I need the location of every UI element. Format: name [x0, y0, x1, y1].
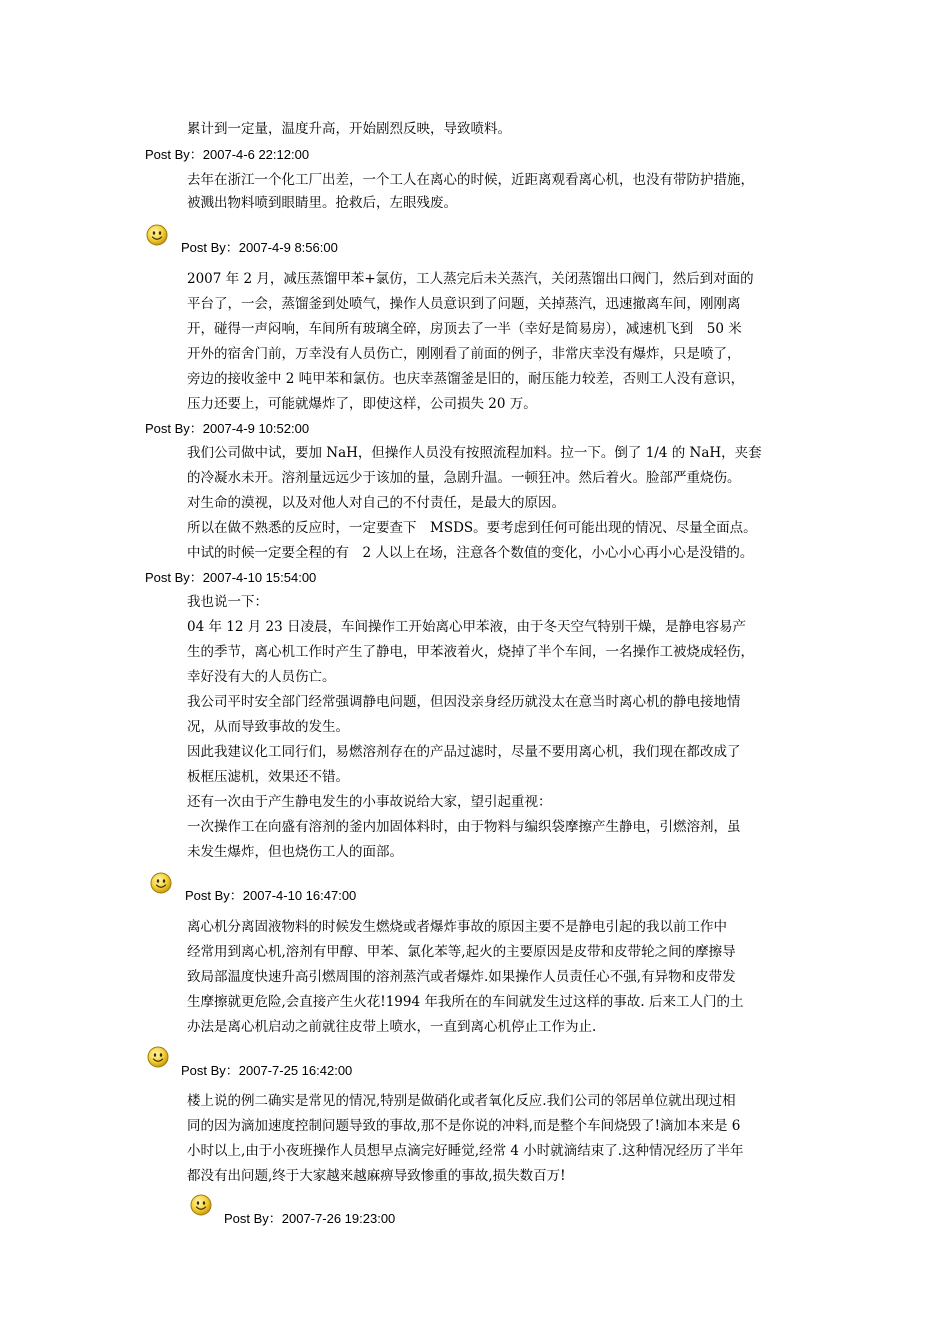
post-text-line: 我公司平时安全部门经常强调静电问题，但因没亲身经历就没太在意当时离心机的静电接地情 [187, 694, 741, 710]
post-header: Post By：2007-4-9 8:56:00 [181, 240, 338, 255]
post-text-line: 我们公司做中试，要加 NaH，但操作人员没有按照流程加料。拉一下。倒了 1/4 的 NaH，夹套 [187, 445, 762, 461]
post-text-line: 都没有出问题,终于大家越来越麻痹导致惨重的事故,损失数百万! [187, 1168, 566, 1184]
post-text-line: 幸好没有大的人员伤亡。 [187, 669, 336, 685]
post-text-line: 所以在做不熟悉的反应时，一定要查下 MSDS。要考虑到任何可能出现的情况、尽量全面点。 [187, 520, 757, 536]
post-text-line: 因此我建议化工同行们，易燃溶剂存在的产品过滤时，尽量不要用离心机，我们现在都改成了 [187, 744, 741, 760]
post-text-line: 楼上说的例二确实是常见的情况,特别是做硝化或者氧化反应.我们公司的邻居单位就出现过相 [187, 1093, 736, 1109]
post-text-line: 况，从而导致事故的发生。 [187, 719, 349, 735]
post-text-line: 办法是离心机启动之前就往皮带上喷水，一直到离心机停止工作为止. [187, 1019, 597, 1035]
post-text-line: 板框压滤机，效果还不错。 [187, 769, 349, 785]
post-text-line: 的冷凝水未开。溶剂量远远少于该加的量，急剧升温。一顿狂冲。然后着火。脸部严重烧伤。 [187, 470, 741, 486]
post-header: Post By：2007-4-10 15:54:00 [145, 570, 317, 585]
post-text-line: 我也说一下： [187, 594, 268, 610]
post-text-line: 去年在浙江一个化工厂出差，一个工人在离心的时候，近距离观看离心机，也没有带防护措施， [187, 172, 754, 188]
post-text-line: 2007 年 2 月，减压蒸馏甲苯+氯仿，工人蒸完后未关蒸汽，关闭蒸馏出口阀门，然后到对面的 [187, 271, 754, 287]
post-text-line: 还有一次由于产生静电发生的小事故说给大家，望引起重视： [187, 794, 552, 810]
post-text-line: 压力还要上，可能就爆炸了，即使这样，公司损失 20 万。 [187, 396, 537, 412]
post-text-line: 未发生爆炸，但也烧伤工人的面部。 [187, 844, 403, 860]
post-header: Post By：2007-4-10 16:47:00 [185, 888, 357, 903]
post-header: Post By：2007-7-25 16:42:00 [181, 1063, 353, 1078]
post-text-line: 对生命的漠视，以及对他人对自己的不付责任，是最大的原因。 [187, 495, 565, 511]
post-text-line: 04 年 12 月 23 日凌晨，车间操作工开始离心甲苯液，由于冬天空气特别干燥，是静电容易产 [187, 619, 746, 635]
smiley-icon [147, 1046, 169, 1068]
post-text-line: 平台了，一会，蒸馏釜到处喷气，操作人员意识到了问题，关掉蒸汽，迅速撤离车间，刚刚离 [187, 296, 741, 312]
post-text-line: 致局部温度快速升高引燃周围的溶剂蒸汽或者爆炸.如果操作人员责任心不强,有异物和皮带发 [187, 969, 736, 985]
smiley-icon [150, 872, 172, 894]
post-text-line: 同的因为滴加速度控制问题导致的事故,那不是你说的冲料,而是整个车间烧毁了!滴加本来是 6 [187, 1118, 741, 1134]
smiley-icon [146, 224, 168, 246]
post-text-line: 旁边的接收釜中 2 吨甲苯和氯仿。也庆幸蒸馏釜是旧的，耐压能力较差，否则工人没有意识， [187, 371, 745, 387]
post-header: Post By：2007-7-26 19:23:00 [224, 1211, 396, 1226]
post-text-line: 开，碰得一声闷响，车间所有玻璃全碎，房顶去了一半（幸好是简易房），减速机飞到 50 米 [187, 321, 742, 337]
post-text-line: 开外的宿舍门前，万幸没有人员伤亡，刚刚看了前面的例子，非常庆幸没有爆炸，只是喷了， [187, 346, 741, 362]
post-text-line: 离心机分离固液物料的时候发生燃烧或者爆炸事故的原因主要不是静电引起的我以前工作中 [187, 919, 727, 935]
post-text-line: 经常用到离心机,溶剂有甲醇、甲苯、氯化苯等,起火的主要原因是皮带和皮带轮之间的摩擦导 [187, 944, 736, 960]
post-header: Post By：2007-4-9 10:52:00 [145, 421, 310, 436]
intro-line: 累计到一定量，温度升高，开始剧烈反映，导致喷料。 [187, 121, 511, 137]
post-text-line: 中试的时候一定要全程的有 2 人以上在场，注意各个数值的变化，小心小心再小心是没错的。 [187, 545, 754, 561]
post-header: Post By：2007-4-6 22:12:00 [145, 147, 310, 162]
post-text-line: 被溅出物料喷到眼睛里。抢救后，左眼残废。 [187, 195, 457, 211]
post-text-line: 生摩擦就更危险,会直接产生火花!1994 年我所在的车间就发生过这样的事故. 后来工人门的土 [187, 994, 744, 1010]
post-text-line: 一次操作工在向盛有溶剂的釜内加固体料时，由于物料与编织袋摩擦产生静电，引燃溶剂，虽 [187, 819, 741, 835]
smiley-icon [190, 1194, 212, 1216]
post-text-line: 小时以上,由于小夜班操作人员想早点滴完好睡觉,经常 4 小时就滴结束了.这种情况经历了半年 [187, 1143, 744, 1159]
post-text-line: 生的季节，离心机工作时产生了静电，甲苯液着火，烧掉了半个车间，一名操作工被烧成轻伤， [187, 644, 754, 660]
